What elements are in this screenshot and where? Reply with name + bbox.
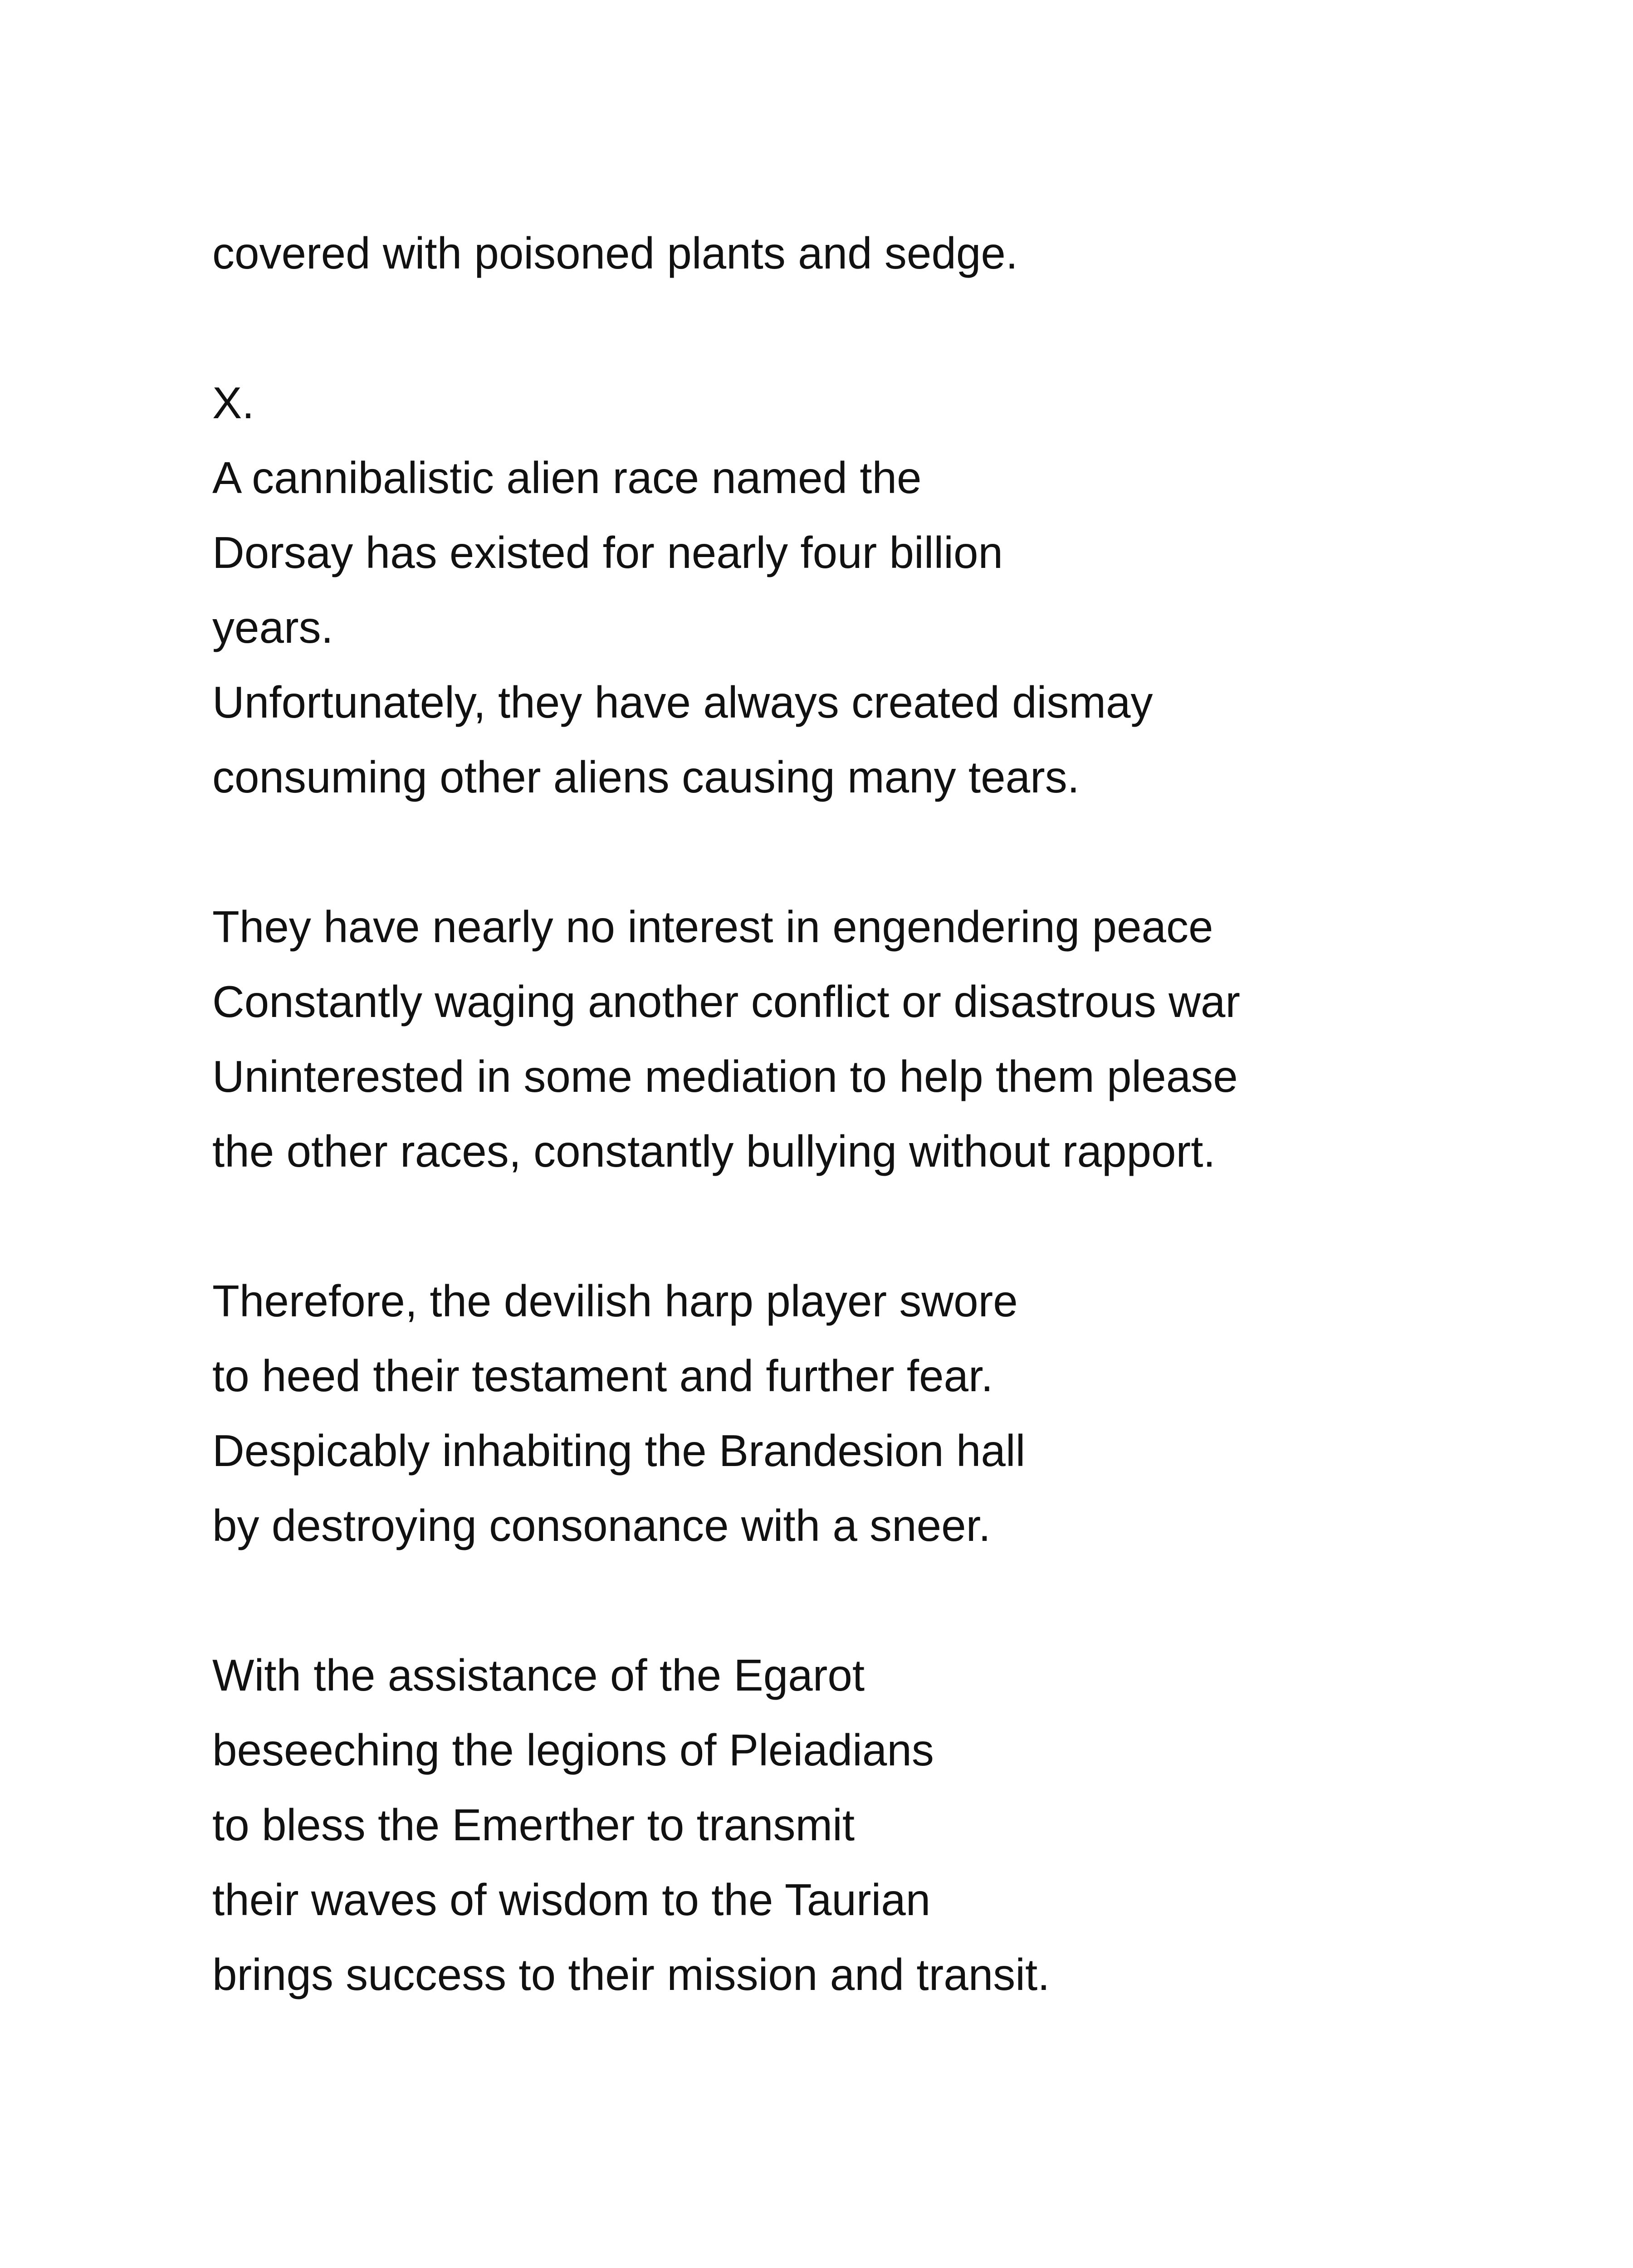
poem-line: their waves of wisdom to the Taurian (212, 1875, 931, 1925)
poem-line: A cannibalistic alien race named the (212, 453, 922, 503)
stanza-2 (212, 366, 1573, 815)
stanza-3 (212, 890, 1573, 1189)
poem-line: Despicably inhabiting the Brandesion hall (212, 1426, 1026, 1476)
poem-line: brings success to their mission and transit. (212, 1950, 1050, 1999)
poem-line: They have nearly no interest in engendering peace (212, 902, 1213, 952)
poem-line: covered with poisoned plants and sedge. (212, 228, 1018, 278)
stanza-break (212, 291, 1573, 366)
poem-line: to bless the Emerther to transmit (212, 1800, 855, 1850)
poem-line: by destroying consonance with a sneer. (212, 1501, 991, 1550)
poem-line: beseeching the legions of Pleiadians (212, 1725, 934, 1775)
poem-line: consuming other aliens causing many tears. (212, 752, 1080, 802)
poem-line: Therefore, the devilish harp player swore (212, 1276, 1018, 1326)
poem-line: years. (212, 602, 333, 652)
stanza-4 (212, 1264, 1573, 1563)
stanza-5 (212, 1638, 1573, 2012)
poem-line: Dorsay has existed for nearly four billion (212, 528, 1003, 577)
section-numeral: X. (212, 378, 254, 428)
stanza-1 (212, 216, 1573, 291)
stanza-break (212, 1189, 1573, 1264)
stanza-break (212, 815, 1573, 890)
poem-line: the other races, constantly bullying without rapport. (212, 1126, 1216, 1176)
poem-body (212, 216, 1573, 2012)
poem-line: Constantly waging another conflict or disastrous war (212, 977, 1241, 1026)
poem-line: Uninterested in some mediation to help them please (212, 1051, 1238, 1101)
poem-line: to heed their testament and further fear. (212, 1351, 993, 1401)
poem-line: With the assistance of the Egarot (212, 1650, 865, 1700)
poem-line: Unfortunately, they have always created dismay (212, 677, 1153, 727)
stanza-break (212, 1563, 1573, 1638)
